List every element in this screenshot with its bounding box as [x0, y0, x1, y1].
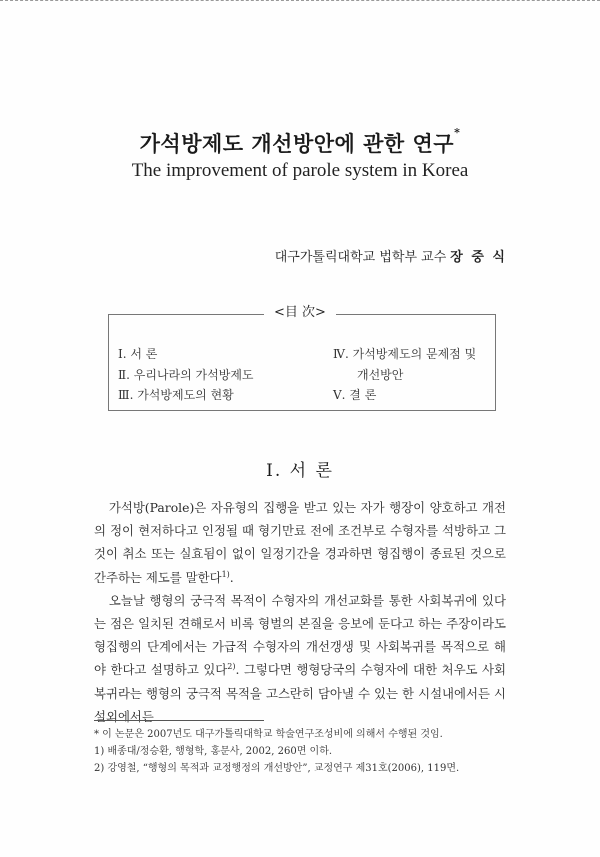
toc-item: Ⅳ. 가석방제도의 문제점 및 [333, 347, 477, 361]
author-line [275, 246, 507, 265]
toc-item: Ⅲ. 가석방제도의 현황 [118, 388, 234, 402]
footnote-divider [94, 720, 264, 721]
title-ko-text: 가석방제도 개선방안에 관한 연구 [139, 131, 455, 156]
body-text [94, 496, 506, 728]
paragraph-text: 오늘날 행형의 궁극적 목적이 수형자의 개선교화를 통한 사회복귀에 있다는 점은 일치된 견해로서 비록 형벌의 본질을 응보에 둔다고 하는 주장이라도 형집행의 단계에서는 가급적 수형자의 개선갱생 및 사회복귀를 목적으로 해야 한다고 설명하고 있다 [94, 592, 506, 678]
paper-title-english: The improvement of parole system in Korea [131, 160, 469, 181]
page-top-edge [0, 0, 600, 1]
author-name: 장 중 식 [450, 250, 507, 265]
footnote: * 이 논문은 2007년도 대구가톨릭대학교 학술연구조성비에 의해서 수행된 것임. [94, 729, 443, 740]
toc-title-text: <目 次> [264, 305, 336, 320]
paragraph [94, 589, 506, 728]
paragraph-text: 가석방(Parole)은 자유형의 집행을 받고 있는 자가 행장이 양호하고 개전의 정이 현저하다고 인정될 때 형기만료 전에 조건부로 수형자를 석방하고 그것이 취소 또는 실효됨이 없이 일정기간을 경과하면 형집행이 종료된 것으로 간주하는 제도를 말한다 [94, 500, 506, 585]
section-heading: Ⅰ. 서 론 [266, 461, 334, 481]
paragraph-text-end: . 그렇다면 행형당국의 수형자에 대한 처우도 사회복귀라는 행형의 궁극적 목적을 고스란히 담아낼 수 있는 한 시설내에서든 시설외에서든 [94, 662, 506, 724]
title-footnote-mark: * [454, 126, 461, 139]
footnote-ref: 2) [227, 662, 236, 672]
author-affiliation: 대구가톨릭대학교 법학부 교수 [274, 250, 447, 265]
paper-title-korean [0, 128, 600, 158]
footnote: 1) 배종대/정승환, 행형학, 홍문사, 2002, 260면 이하. [94, 746, 333, 757]
footnote: 2) 강영철, “행형의 목적과 교정행정의 개선방안”, 교정연구 제31호(2006), 119면. [94, 763, 460, 774]
toc-item: 개선방안 [357, 368, 404, 382]
footnote-ref: 1) [221, 569, 230, 579]
toc-item: Ⅰ. 서 론 [118, 347, 158, 361]
paragraph-text-end: . [229, 569, 234, 585]
toc-title [0, 301, 600, 320]
paragraph [94, 496, 506, 589]
toc-item: Ⅴ. 결 론 [333, 388, 377, 402]
footnotes [94, 726, 514, 777]
toc-item: Ⅱ. 우리나라의 가석방제도 [118, 368, 254, 382]
